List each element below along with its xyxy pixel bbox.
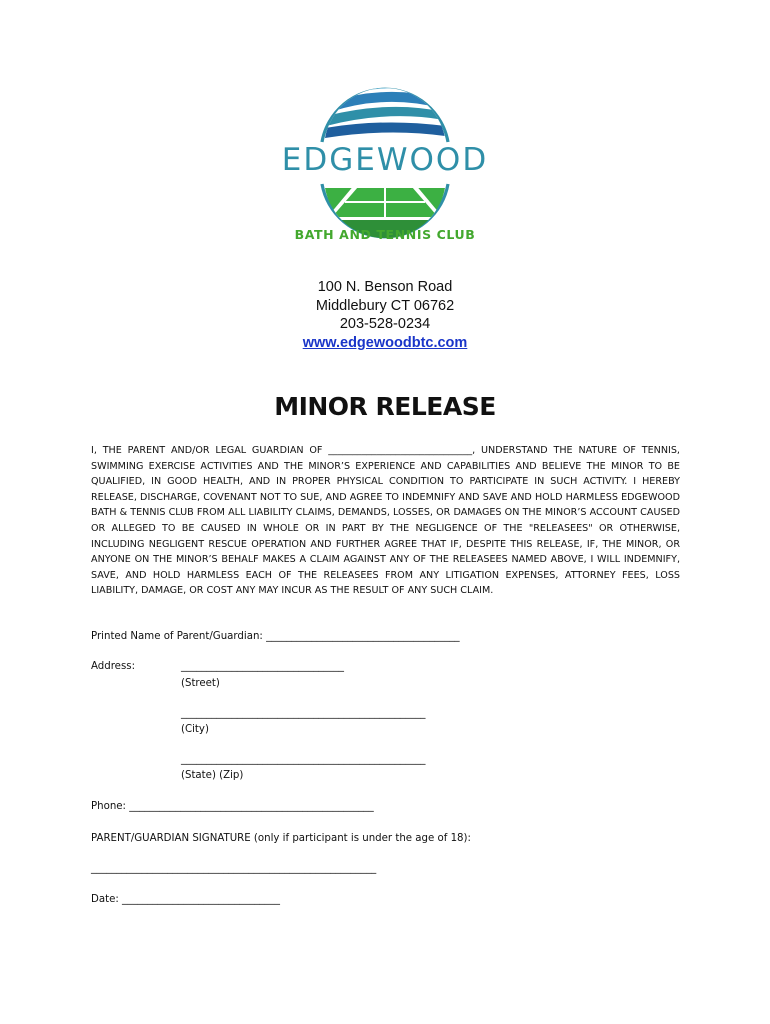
club-address [0,278,770,352]
address-phone: 203-528-0234 [339,316,431,332]
logo-wordmark: EDGEWOOD [281,142,489,178]
state-zip-line: ________________________________________________ [181,754,426,765]
phone-field: Phone: ________________________________________________ [91,801,374,812]
logo-subtitle: BATH AND TENNIS CLUB [294,227,476,242]
address-street: 100 N. Benson Road [317,279,453,295]
address-label: Address: [91,661,136,672]
street-line: ________________________________ [181,661,344,672]
state-zip-caption: (State) (Zip) [181,770,244,781]
release-paragraph: I, THE PARENT AND/OR LEGAL GUARDIAN OF ______________________________, UNDERSTAND THE NATURE OF TENNIS, SWIMMING EXERCISE ACTIVITIES AND THE MINOR’S EXPERIENCE AND CAPABILITIES AND BELIEVE THE MINOR TO BE QUALIFIED, IN GOOD HEALTH, AND IN PROPER PHYSICAL CONDITION TO PARTICIPATE IN SUCH ACTIVITY. I HEREBY RELEASE, DISCHARGE, COVENANT NOT TO SUE, AND AGREE TO INDEMNIFY AND SAVE AND HOLD HARMLESS EDGEWOOD BATH & TENNIS CLUB FROM ALL LIABILITY CLAIMS, DEMANDS, LOSSES, OR DAMAGES ON THE MINOR’S ACCOUNT CAUSED OR ALLEGED TO BE CAUSED IN WHOLE OR IN PART BY THE NEGLIGENCE OF THE "RELEASEES" OR OTHERWISE, INCLUDING NEGLIGENT RESCUE OPERATION AND FURTHER AGREE THAT IF, DESPITE THIS RELEASE, IF, THE MINOR, OR ANYONE ON THE MINOR’S BEHALF MAKES A CLAIM AGAINST ANY OF THE RELEASEES NAMED ABOVE, I WILL INDEMNIFY, SAVE, AND HOLD HARMLESS EACH OF THE RELEASEES FROM ANY LITIGATION EXPENSES, ATTORNEY FEES, LOSS LIABILITY, DAMAGE, OR COST ANY MAY INCUR AS THE RESULT OF ANY SUCH CLAIM. [91,445,680,597]
document-title: MINOR RELEASE [274,392,496,421]
signature-label: PARENT/GUARDIAN SIGNATURE (only if participant is under the age of 18): [91,833,471,844]
signature-line: ________________________________________________________ [91,863,377,874]
city-caption: (City) [181,724,209,735]
address-city: Middlebury CT 06762 [315,297,455,314]
street-caption: (Street) [181,678,220,689]
city-line: ________________________________________________ [181,708,426,719]
date-field: Date: _______________________________ [91,894,280,905]
club-logo [270,80,500,250]
printed-name-field: Printed Name of Parent/Guardian: ______________________________________ [91,631,460,642]
website-link[interactable]: www.edgewoodbtc.com [302,334,468,351]
